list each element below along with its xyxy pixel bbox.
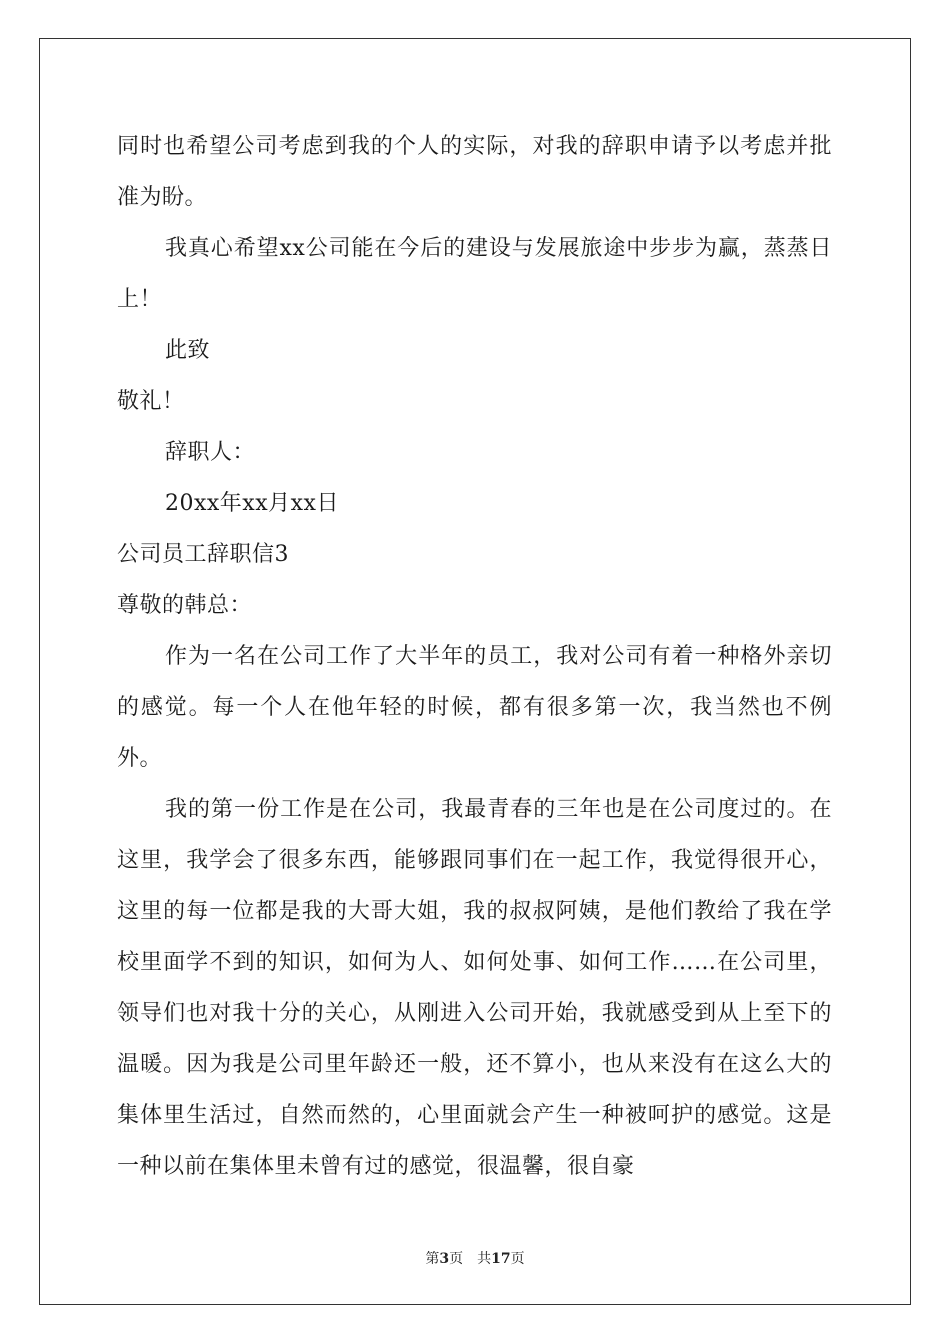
total-pages: 17 (491, 1251, 511, 1267)
paragraph: 我真心希望xx公司能在今后的建设与发展旅途中步步为赢，蒸蒸日上！ (117, 236, 832, 312)
greeting: 尊敬的韩总： (117, 593, 253, 618)
section-title: 公司员工辞职信3 (117, 542, 289, 567)
date-line: 20xx年xx月xx日 (165, 491, 339, 516)
total-suffix: 页 (510, 1251, 525, 1267)
page-suffix: 页 (449, 1251, 464, 1267)
document-body (117, 121, 832, 1192)
total-prefix: 共 (477, 1251, 492, 1267)
closing-regards: 敬礼！ (117, 389, 185, 414)
page-footer (0, 1248, 950, 1268)
signature-label: 辞职人： (165, 440, 256, 465)
paragraph: 同时也希望公司考虑到我的个人的实际，对我的辞职申请予以考虑并批准为盼。 (117, 134, 832, 210)
closing-salutation: 此致 (165, 338, 211, 363)
paragraph: 我的第一份工作是在公司，我最青春的三年也是在公司度过的。在这里，我学会了很多东西，能够跟同事们在一起工作，我觉得很开心，这里的每一位都是我的大哥大姐，我的叔叔阿姨，是他们教给了我在学校里面学不到的知识，如何为人、如何处事、如何工作……在公司里，领导们也对我十分的关心，从刚进入公司开始，我就感受到从上至下的温暖。因为我是公司里年龄还一般，还不算小，也从来没有在这么大的集体里生活过，自然而然的，心里面就会产生一种被呵护的感觉。这是一种以前在集体里未曾有过的感觉，很温馨，很自豪 (117, 797, 832, 1179)
page-prefix: 第 (425, 1251, 440, 1267)
paragraph: 作为一名在公司工作了大半年的员工，我对公司有着一种格外亲切的感觉。每一个人在他年轻的时候，都有很多第一次，我当然也不例外。 (117, 644, 832, 771)
page-number: 3 (439, 1251, 450, 1267)
